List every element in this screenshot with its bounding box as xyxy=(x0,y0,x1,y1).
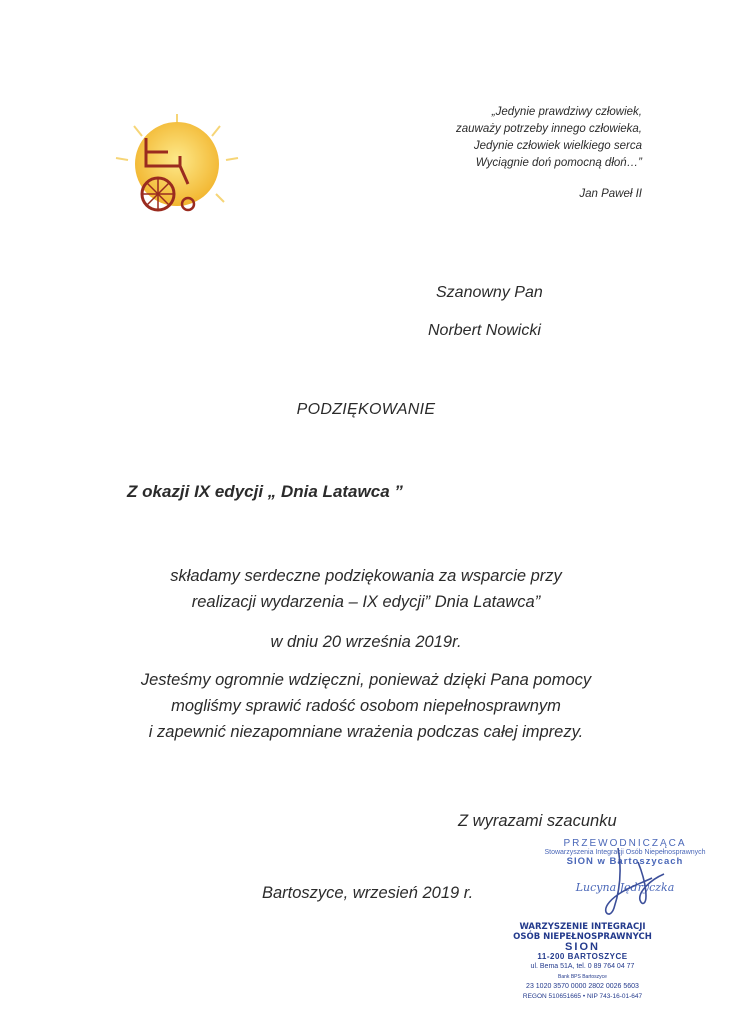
document-title: PODZIĘKOWANIE xyxy=(296,401,436,418)
handwritten-signature xyxy=(560,840,700,920)
quote-line: zauważy potrzeby innego człowieka, xyxy=(455,123,642,135)
org-stamp-line: ul. Bema 51A, tel. 0 89 764 04 77 xyxy=(530,963,635,970)
stamp-person-name: Lucyna Jędryczka xyxy=(575,881,675,894)
stamp-role: PRZEWODNICZĄCA xyxy=(563,838,687,849)
closing-phrase: Z wyrazami szacunku xyxy=(458,812,617,830)
salutation: Szanowny Pan xyxy=(436,284,543,301)
recipient-name: Norbert Nowicki xyxy=(428,322,541,339)
organization-stamp xyxy=(490,922,675,1002)
wheelchair-sun-icon xyxy=(112,112,242,222)
org-stamp-address: 11-200 BARTOSZYCE xyxy=(537,952,628,961)
occasion-heading: Z okazji IX edycji „ Dnia Latawca ” xyxy=(127,482,403,501)
quote-line: Jedynie człowiek wielkiego serca xyxy=(473,140,642,152)
org-stamp-line: OSÓB NIEPEŁNOSPRAWNYCH xyxy=(513,932,652,942)
body-line: składamy serdeczne podziękowania za wsparcie przy xyxy=(170,567,562,585)
org-stamp-line: REGON 510651665 • NIP 743-16-01-647 xyxy=(522,993,643,1000)
place-date: Bartoszyce, wrzesień 2019 r. xyxy=(262,884,474,902)
body-line: i zapewnić niezapomniane wrażenia podczas całej imprezy. xyxy=(148,723,584,741)
quote-author: Jan Paweł II xyxy=(579,188,642,200)
org-stamp-name: SION xyxy=(565,941,600,953)
body-line: realizacji wydarzenia – IX edycji” Dnia Latawca” xyxy=(191,593,541,611)
event-date: w dniu 20 września 2019r. xyxy=(270,633,462,651)
org-stamp-line: 23 1020 3570 0000 2802 0026 5603 xyxy=(526,983,639,990)
quote-line: „Jedynie prawdziwy człowiek, xyxy=(491,106,642,118)
body-line: mogliśmy sprawić radość osobom niepełnosprawnym xyxy=(171,697,561,715)
body-paragraph-3 xyxy=(0,667,732,745)
org-stamp-line: Bank BPS Bartoszyce xyxy=(558,974,607,980)
org-stamp-line: WARZYSZENIE INTEGRACJI xyxy=(519,922,646,932)
body-line: Jesteśmy ogromnie wdzięczni, ponieważ dzięki Pana pomocy xyxy=(140,671,592,689)
quote-block xyxy=(380,104,642,203)
body-paragraph-1 xyxy=(0,563,732,615)
stamp-org-name: Stowarzyszenia Integracji Osób Niepełnosprawnych xyxy=(544,849,706,856)
quote-line: Wyciągnie doń pomocną dłoń…” xyxy=(475,157,642,169)
stamp-org-city: SION w Bartoszycach xyxy=(566,856,684,867)
